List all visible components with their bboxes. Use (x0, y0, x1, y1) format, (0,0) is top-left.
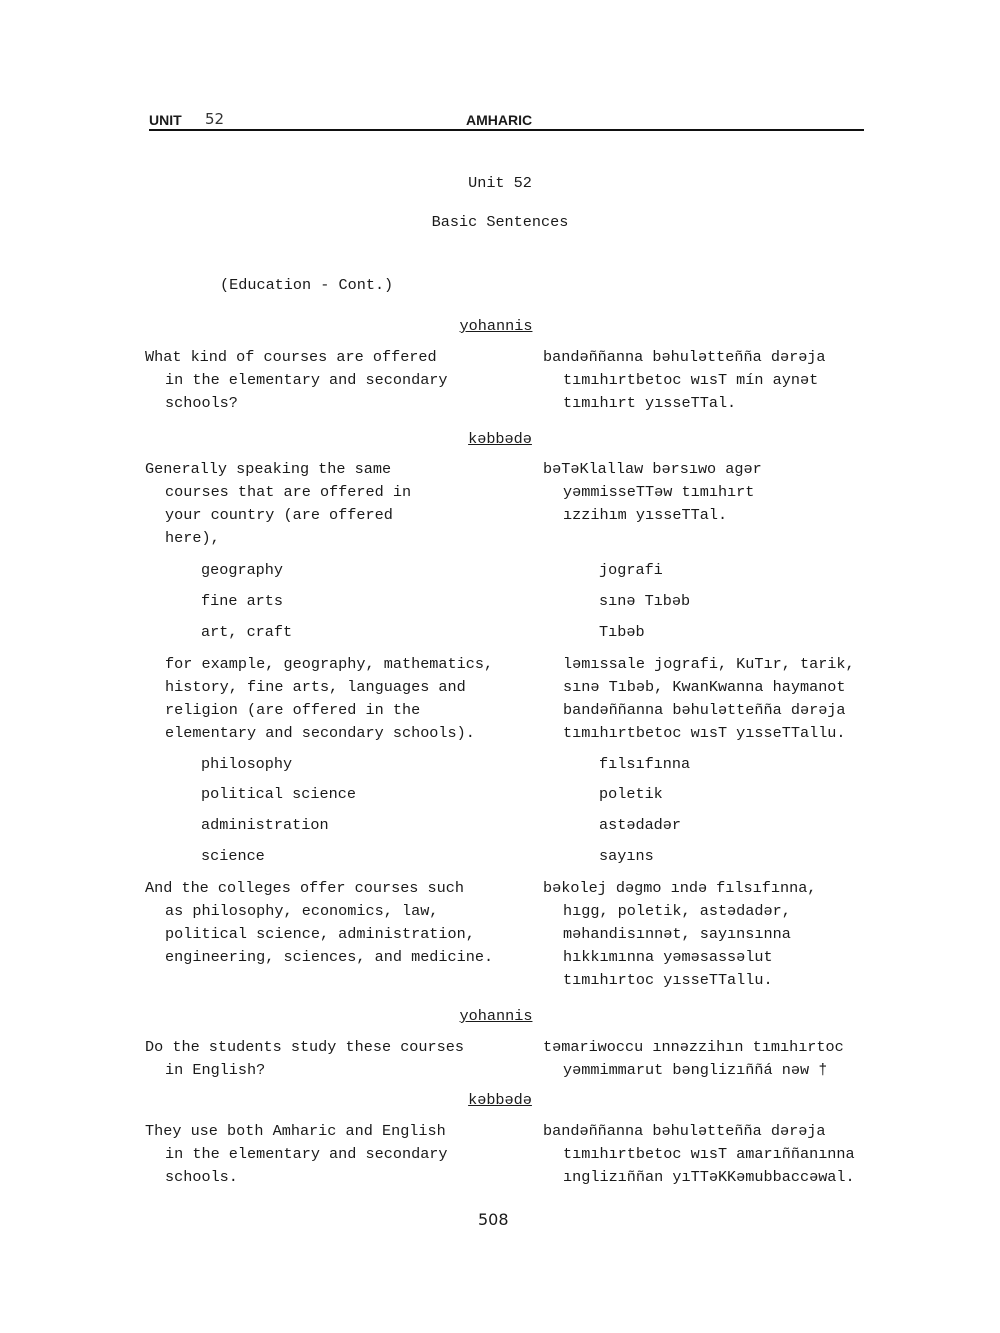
line: your country (are offered (165, 506, 393, 524)
line: ləmıssale jografi, KuTır, tarik, (563, 655, 855, 673)
line: elementary and secondary schools). (165, 724, 475, 742)
line: schools? (165, 394, 238, 412)
english-sentence (145, 877, 493, 969)
line: as philosophy, economics, law, (165, 902, 439, 920)
line: hıgg, poletik, astədadər, (563, 902, 791, 920)
line: yəmmisseTTəw tımıhırt (563, 483, 755, 501)
line: tımıhırtbetoc wısT yısseTTallu. (563, 724, 846, 742)
speaker-label: yohannis (459, 1007, 533, 1025)
line: for example, geography, mathematics, (165, 655, 494, 673)
vocab-amharic: sınə Tıbəb (599, 592, 691, 610)
line: Generally speaking the same (145, 460, 392, 478)
english-sentence (145, 1120, 448, 1189)
page-subtitle: Basic Sentences (431, 213, 569, 231)
amharic-sentence (543, 877, 816, 992)
vocab-english: fine arts (201, 592, 284, 610)
line: Do the students study these courses (145, 1038, 464, 1056)
vocab-amharic: Tıbəb (599, 623, 645, 641)
line: bəkolej dəgmo ındə fılsıfınna, (543, 879, 817, 897)
english-sentence (145, 458, 411, 550)
line: engineering, sciences, and medicine. (165, 948, 494, 966)
line: in the elementary and secondary (165, 1145, 448, 1163)
unit-label (149, 112, 182, 128)
line: here), (165, 529, 220, 547)
line: history, fine arts, languages and (165, 678, 466, 696)
language-header: AMHARIC (466, 112, 533, 128)
vocab-english: science (201, 847, 265, 865)
amharic-sentence (543, 1120, 855, 1189)
line: What kind of courses are offered (145, 348, 437, 366)
line: ınglizıññan yıTTəKKəmubbaccəwal. (563, 1168, 855, 1186)
line: And the colleges offer courses such (145, 879, 464, 897)
english-sentence (145, 346, 448, 415)
vocab-amharic: jografi (599, 561, 663, 579)
vocab-english: art, craft (201, 623, 293, 641)
unit-label-text: UNIT (149, 112, 182, 128)
line: təmariwoccu ınnəzzihın tımıhırtoc (543, 1038, 844, 1056)
amharic-sentence (543, 458, 762, 527)
line: in English? (165, 1061, 266, 1079)
line: məhandisınnət, sayınsınna (563, 925, 791, 943)
speaker-label: yohannis (459, 317, 533, 335)
english-sentence (145, 1036, 464, 1082)
section-heading: (Education - Cont.) (220, 276, 394, 294)
line: They use both Amharic and English (145, 1122, 446, 1140)
amharic-sentence (543, 346, 826, 415)
vocab-amharic: fılsıfınna (599, 755, 691, 773)
line: courses that are offered in (165, 483, 412, 501)
line: bandəññanna bəhulətteñña dərəja (563, 701, 846, 719)
vocab-amharic: astədadər (599, 816, 682, 834)
line: bandəññanna bəhulətteñña dərəja (543, 1122, 826, 1140)
line: tımıhırt yısseTTal. (563, 394, 737, 412)
page-number: 508 (478, 1210, 509, 1229)
line: political science, administration, (165, 925, 475, 943)
page-title: Unit 52 (468, 174, 532, 192)
vocab-english: philosophy (201, 755, 293, 773)
unit-number: 52 (205, 110, 225, 128)
line: tımıhırtbetoc wısT mín aynət (563, 371, 819, 389)
vocab-amharic: sayıns (599, 847, 654, 865)
vocab-english: administration (201, 816, 329, 834)
line: hıkkımınna yəməsassəlut (563, 948, 773, 966)
line: tımıhırtoc yısseTTallu. (563, 971, 773, 989)
line: yəmmimmarut bənglizıññá nəw † (563, 1061, 828, 1079)
amharic-sentence (563, 653, 855, 745)
speaker-label: kəbbədə (468, 1091, 532, 1109)
header-rule (149, 129, 864, 131)
line: ızzihım yısseTTal. (563, 506, 728, 524)
line: religion (are offered in the (165, 701, 421, 719)
vocab-amharic: poletik (599, 785, 663, 803)
line: in the elementary and secondary (165, 371, 448, 389)
line: sınə Tıbəb, KwanKwanna haymanot (563, 678, 846, 696)
speaker-label: kəbbədə (468, 430, 532, 448)
vocab-english: political science (201, 785, 356, 803)
amharic-sentence (543, 1036, 844, 1082)
line: tımıhırtbetoc wısT amarıññanınna (563, 1145, 855, 1163)
line: schools. (165, 1168, 238, 1186)
vocab-english: geography (201, 561, 284, 579)
line: bəTəKlallaw bərsıwo agər (543, 460, 762, 478)
line: bandəññanna bəhulətteñña dərəja (543, 348, 826, 366)
english-sentence (165, 653, 493, 745)
